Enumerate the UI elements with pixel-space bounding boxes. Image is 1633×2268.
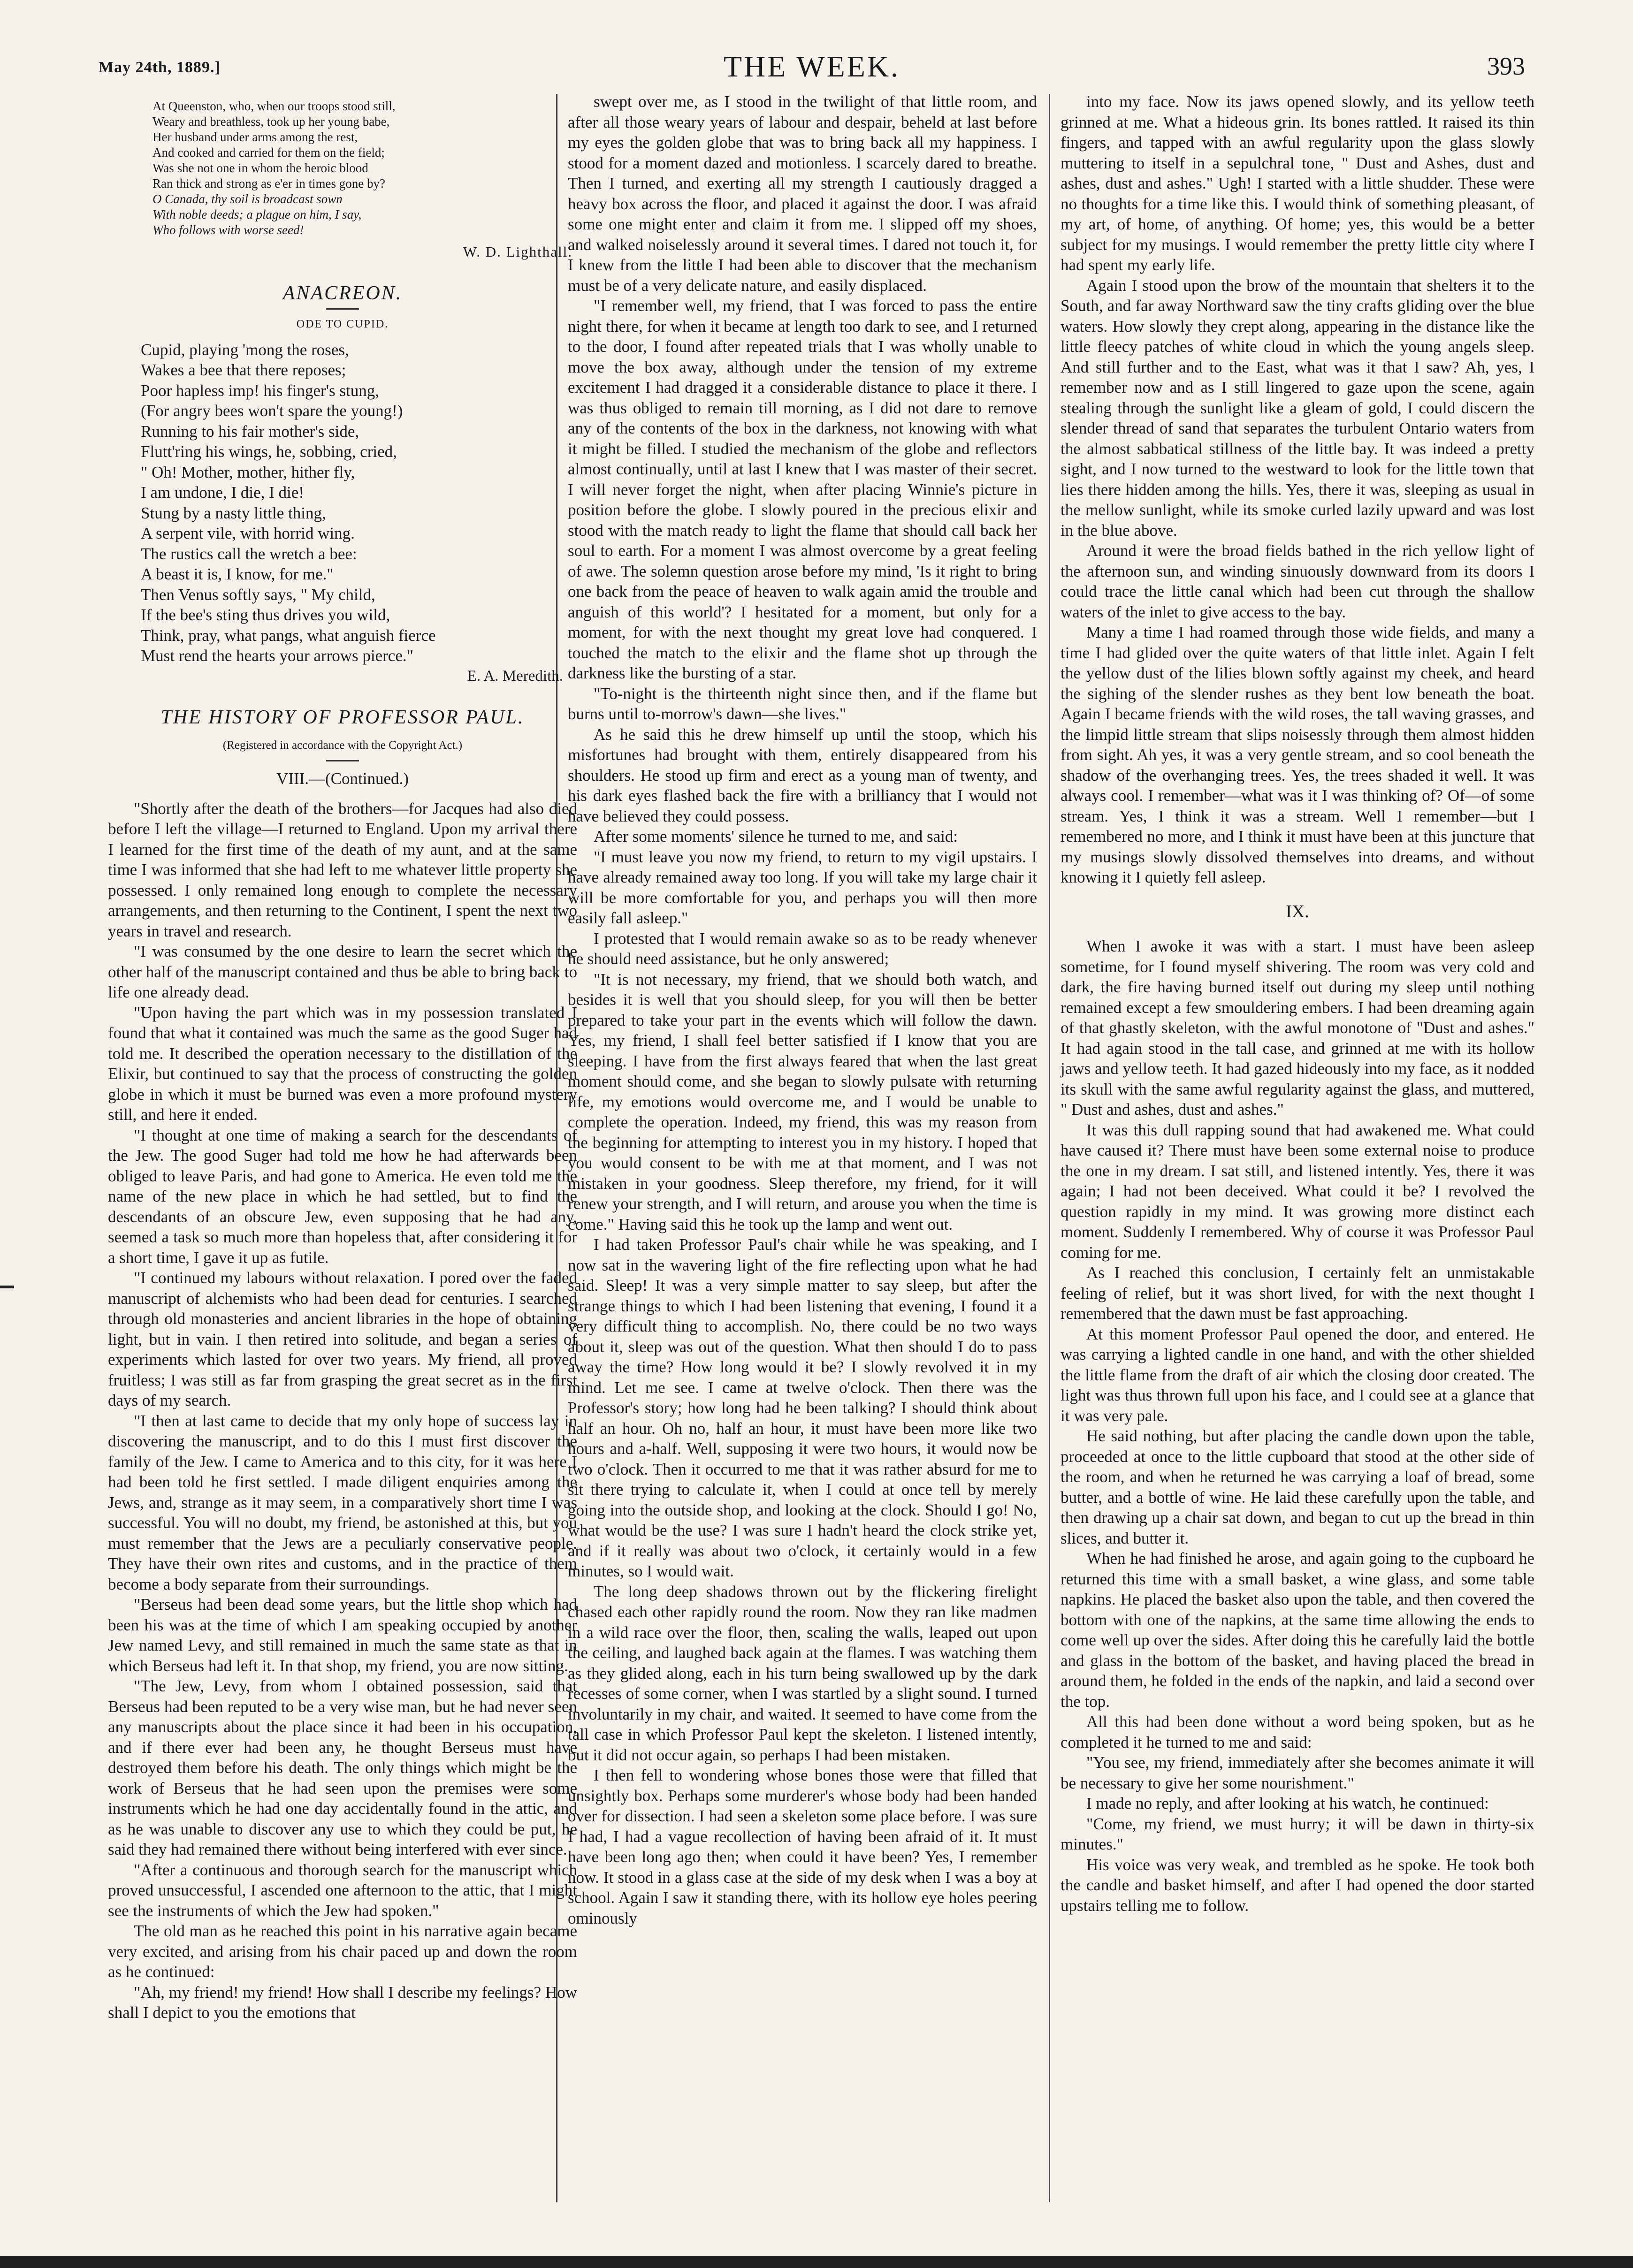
poem-line: Flutt'ring his wings, he, sobbing, cried, xyxy=(141,442,397,461)
poem-line: A serpent vile, with horrid wing. xyxy=(141,524,355,542)
poem-line: And cooked and carried for them on the field; xyxy=(153,145,385,160)
column-2 xyxy=(568,91,1037,1928)
story-text-col2 xyxy=(568,91,1037,1928)
poem-line: Cupid, playing 'mong the roses, xyxy=(141,340,349,359)
paragraph: It was this dull rapping sound that had awakened me. What could have caused it? There must have been some external noise to produce the one in my dream. I sat still, and listened intently. Yes, there it was again; I had not been deceived. What could it be? I revolved the question rapidly in my mind. It was growing more distinct each moment. Suddenly I remembered. Why of course it was Professor Paul coming for me. xyxy=(1061,1120,1534,1262)
paragraph: "You see, my friend, immediately after she becomes animate it will be necessary to give her some nourishment." xyxy=(1061,1753,1534,1792)
copyright-note: (Registered in accordance with the Copyright Act.) xyxy=(222,738,463,752)
story-text-col3-b xyxy=(1061,936,1534,1916)
paragraph: "I then at last came to decide that my only hope of success lay in discovering the manuscript, and to do this I must first discover the family of the Jew. I came to America and to this city, for it was here I had been told he first settled. I made diligent enquiries among the Jews, and, strange as it may seem, in a comparatively short time I was successful. You will no doubt, my friend, be astonished at this, but you must remember that the Jews are a peculiarly conservative people. They have their own rites and customs, and in the practice of them become a body separate from their surroundings. xyxy=(108,1411,577,1593)
poem-line: Her husband under arms among the rest, xyxy=(153,130,358,144)
poem-signature-meredith: E. A. Meredith. xyxy=(467,667,563,685)
poem-line: Then Venus softly says, " My child, xyxy=(141,585,375,604)
divider xyxy=(326,308,359,310)
page-header xyxy=(99,49,1525,91)
poem-line: O Canada, thy soil is broadcast sown xyxy=(153,192,343,206)
paragraph: When he had finished he arose, and again going to the cupboard he returned this time with a small basket, a wine glass, and some table napkins. He placed the basket also upon the table, and then covered the bottom with one of the napkins, at the same time allowing the ends to come well up over the sides. After doing this he carefully laid the bottle and glass in the bottom of the basket, and having placed the bread in around them, he folded in the ends of the napkin, and laid a second over the top. xyxy=(1061,1549,1534,1711)
paragraph: I had taken Professor Paul's chair while he was speaking, and I now sat in the wavering light of the fire reflecting upon what he had said. Sleep! It was a very simple matter to say sleep, but after the strange things to which I had been listening that evening, I found it a very difficult thing to accomplish. No, there could be no two ways about it, sleep was out of the question. What then should I do to pass away the time? How long would it be? I slowly revolved it in my mind. Let me see. I came at twelve o'clock. Then there was the Professor's story; how long had he been talking? I should think about half an hour. Oh no, half an hour, it must have been more like two hours and a-half. Well, supposing it were two hours, it would now be two o'clock. Then it occurred to me that it was rather absurd for me to sit there trying to calculate it, when I could at once tell by merely going into the outside shop, and looking at the clock. Should I go! No, what would be the use? I was sure I hadn't heard the clock strike yet, and if it really was about two o'clock, it certainly would in a few minutes, so I would wait. xyxy=(568,1235,1037,1580)
story-text-col1 xyxy=(108,799,577,2023)
paragraph: He said nothing, but after placing the candle down upon the table, proceeded at once to the little cupboard that stood at the other side of the room, and when he returned he was carrying a loaf of bread, some butter, and a bottle of wine. He laid these carefully upon the table, and then drawing up a chair sat down, and began to cut up the bread in thin slices, and butter it. xyxy=(1061,1427,1534,1547)
page-number: 393 xyxy=(1487,52,1525,80)
column-rule-2 xyxy=(1049,94,1050,2202)
issue-date: May 24th, 1889.] xyxy=(99,59,221,76)
poem-line: A beast it is, I know, for me." xyxy=(141,565,334,583)
paragraph: I then fell to wondering whose bones those were that filled that unsightly box. Perhaps some murderer's whose body had been handed over for dissection. I had seen a skeleton some place before. I was sure I had, I had a vague recollection of having been afraid of it. It must have been long ago then; when could it have been? Yes, I remember now. It stood in a glass case at the side of my desk when I was a boy at school. Again I saw it standing there, with its hollow eye holes peering ominously xyxy=(568,1766,1037,1927)
poem-ode-to-cupid xyxy=(108,340,577,666)
poem-line: Who follows with worse seed! xyxy=(153,223,304,237)
paragraph: "Upon having the part which was in my possession translated I found that what it contained was much the same as the good Suger had told me. It described the operation necessary to the distillation of the Elixir, but continued to say that the process of constructing the golden globe in which it must be burned was even a more profound mystery still, and here it ended. xyxy=(108,1003,577,1124)
section-heading: IX. xyxy=(1286,901,1309,921)
column-3 xyxy=(1061,91,1534,1916)
poem-subtitle: ODE TO CUPID. xyxy=(296,318,389,330)
poem-lighthall xyxy=(108,99,577,238)
paragraph: "The Jew, Levy, from whom I obtained possession, said that Berseus had been reputed to be a very wise man, but he had never seen any manuscripts about the place since it had been in his occupation, and if there ever had been any, he thought Berseus must have destroyed them before his death. The only things which might be the work of Berseus that he had seen upon the premises were some instruments which he had one day accidentally found in the attic, and as he was unable to discover any use to which they could be put, he said they had remained there without being interfered with ever since. xyxy=(108,1677,577,1858)
paragraph: The old man as he reached this point in his narrative again became very excited, and arising from his chair paced up and down the room as he continued: xyxy=(108,1922,577,1981)
poem-line: " Oh! Mother, mother, hither fly, xyxy=(141,463,355,481)
paragraph: When I awoke it was with a start. I must have been asleep sometime, for I found myself shivering. The room was very cold and dark, the fire having burned itself out during my sleep until nothing remained except a few smouldering embers. I had been dreaming again of that ghastly skeleton, with the awful monotone of "Dust and ashes." It had again stood in the tall case, and grinned at me with its hollow jaws and yellow teeth. It had gazed hideously into my face, as it nodded its skull with the same awful regularity against the glass, and muttered, " Dust and ashes, dust and ashes." xyxy=(1061,937,1534,1119)
paragraph: "After a continuous and thorough search for the manuscript which proved unsuccessful, I ascended one afternoon to the attic, that I might see the instruments of which the Jew had spoken." xyxy=(108,1860,577,1920)
paragraph: into my face. Now its jaws opened slowly, and its yellow teeth grinned at me. What a hideous grin. Its bones rattled. It raised its thin fingers, and tapped with an awful regularity upon the glass slowly muttering to itself in a sepulchral tone, " Dust and Ashes, dust and ashes, dust and ashes." Ugh! I started with a little shudder. These were no thoughts for a time like this. I would think of something pleasant, of my art, of home, of anything. Of home; yes, this would be a better subject for my musings. I would remember the pretty little city where I had spent my early life. xyxy=(1061,92,1534,274)
poem-line: Poor hapless imp! his finger's stung, xyxy=(141,381,379,400)
poem-line: If the bee's sting thus drives you wild, xyxy=(141,606,390,624)
paragraph: Again I stood upon the brow of the mountain that shelters it to the South, and far away Northward saw the tiny crafts gliding over the blue waters. How slowly they crept along, appearing in the distance like the little fleecy patches of white cloud in which the young angels sleep. And still further and to the East, what was it that I saw? Ah, yes, I remember now and as I still lingered to gaze upon the scene, again stealing through the sunlight like a gleam of gold, I could discern the slender thread of sand that separates the turbulent Ontario waters from the almost sabbatical stillness of the little bay. It was indeed a pretty sight, and I now turned to the westward to look for the little town that lies there hidden among the hills. Yes, there it was, sleeping as usual in the mellow sunlight, while its smoke curled lazily upward and was lost in the blue above. xyxy=(1061,276,1534,540)
paragraph: Around it were the broad fields bathed in the rich yellow light of the afternoon sun, and winding sinuously downward from its doors I could trace the little canal which had been cut through the shallow waters of the inlet to give access to the bay. xyxy=(1061,541,1534,621)
paragraph: "Ah, my friend! my friend! How shall I describe my feelings? How shall I depict to you the emotions that xyxy=(108,1983,577,2022)
paragraph: After some moments' silence he turned to me, and said: xyxy=(594,827,958,845)
paragraph: "I thought at one time of making a search for the descendants of the Jew. The good Suger had told me how he had afterwards been obliged to leave Paris, and had gone to America. He even told me the name of the new place in which he had settled, but to find the descendants of an obscure Jew, even supposing that he had any, seemed a task so much more than hopeless that, after considering it for a short time, I gave it up as futile. xyxy=(108,1126,577,1267)
poem-title-anacreon: ANACREON. xyxy=(282,282,403,304)
poem-line: Must rend the hearts your arrows pierce." xyxy=(141,647,413,665)
paragraph: The long deep shadows thrown out by the flickering firelight chased each other rapidly round the room. Now they ran like madmen in a wild race over the floor, then, scaling the walls, leaped out upon the ceiling, and laughed back again at the flames. I was watching them as they glided along, each in his turn being swallowed up by the dark recesses of some corner, when I was startled by a slight sound. I turned involuntarily in my chair, and waited. It seemed to have come from the tall case in which Professor Paul kept the skeleton. I listened intently, but it did not occur again, so perhaps I had been mistaken. xyxy=(568,1582,1037,1764)
masthead-title: THE WEEK. xyxy=(723,50,900,83)
paragraph: "Berseus had been dead some years, but the little shop which had been his was at the time of which I am speaking occupied by another Jew named Levy, and still remained in much the same state as that in which Berseus had left it. In that shop, my friend, you are now sitting. xyxy=(108,1595,577,1675)
story-title: THE HISTORY OF PROFESSOR PAUL. xyxy=(160,707,525,728)
paragraph: "It is not necessary, my friend, that we should both watch, and besides it is well that you should sleep, for you will then be better prepared to take your part in the events which will follow the dawn. Yes, my friend, I shall feel better satisfied if I know that you are sleeping. I have from the first always feared that when the last great moment should come, and she began to slowly pulsate with returning life, my emotions would overcome me, and I would be unable to complete the operation. Indeed, my friend, this was my reason from the beginning for attempting to interest you in my history. I hoped that you would consent to be with me at that moment, and I was not mistaken in your goodness. Sleep therefore, my friend, for it will renew your strength, and I will return, and arouse you when the time is come." Having said this he took up the lamp and went out. xyxy=(568,970,1037,1233)
poem-line: I am undone, I die, I die! xyxy=(141,483,304,502)
paragraph: As I reached this conclusion, I certainly felt an unmistakable feeling of relief, but it was short lived, for with the next thought I remembered that the dawn must be fast approaching. xyxy=(1061,1263,1534,1323)
paragraph: "To-night is the thirteenth night since then, and if the flame but burns until to-morrow's dawn—she lives." xyxy=(568,684,1037,723)
poem-signature-lighthall: W. D. Lighthall. xyxy=(463,244,572,260)
poem-line: Wakes a bee that there reposes; xyxy=(141,361,346,379)
margin-mark xyxy=(0,1286,14,1288)
paragraph: "I remember well, my friend, that I was forced to pass the entire night there, for when it became at length too dark to see, and I returned to the door, I found after repeated trials that I was wholly unable to move the box away, although under the tension of my extreme excitement I had dragged it a considerable distance to place it there. I was thus obliged to remain till morning, as I did not dare to remove any of the contents of the box in the darkness, not knowing with what it might be filled. I studied the mechanism of the globe and reflectors almost continually, until at last I knew that I was master of their secret. I will never forget the night, when after placing Winnie's picture in position before the globe. I slowly poured in the precious elixir and stood with the match ready to light the flame that should call back her soul to earth. For a moment I was almost overcome by a great feeling of awe. The solemn question arose before my mind, 'Is it right to bring one back from the peace of heaven to walk again amid the trouble and anguish of this world'? I hesitated for a moment, but only for a moment, for with the next thought my great love had conquered. I touched the match to the elixir and the flame shot up through the darkness like the bursting of a star. xyxy=(568,297,1037,682)
divider xyxy=(326,760,359,761)
paragraph: "Come, my friend, we must hurry; it will be dawn in thirty-six minutes." xyxy=(1061,1814,1534,1853)
poem-line: With noble deeds; a plague on him, I say, xyxy=(153,207,362,221)
paragraph: "Shortly after the death of the brothers—for Jacques had also died before I left the village—I returned to England. Upon my arrival there I learned for the first time of the death of my aunt, and at the same time I was informed that she had left to me whatever little property she possessed. I only remained long enough to complete the necessary arrangements, and then returning to the Continent, I spent the next two years in travel and research. xyxy=(108,799,577,940)
poem-line: Think, pray, what pangs, what anguish fierce xyxy=(141,626,436,645)
paragraph: At this moment Professor Paul opened the door, and entered. He was carrying a lighted candle in one hand, and with the other shielded the little flame from the draft of air which the closing door created. The light was thus thrown full upon his face, and I could see at a glance that it was very pale. xyxy=(1061,1324,1534,1425)
poem-line: Running to his fair mother's side, xyxy=(141,422,359,441)
paragraph: His voice was very weak, and trembled as he spoke. He took both the candle and basket himself, and after I had opened the door started upstairs telling me to follow. xyxy=(1061,1855,1534,1915)
paragraph: Many a time I had roamed through those wide fields, and many a time I had glided over the quite waters of that little inlet. Again I felt the yellow dust of the lilies blown softly against my cheek, and heard the sighing of the slender rushes as they bent low beneath the boat. Again I became friends with the wild roses, the tall waving grasses, and the limpid little stream that slips noisessly through them almost hidden from sight. Ah yes, it was a very gentle stream, and so cool beneath the shadow of the overhanging trees. Yes, the trees shaded it well. It was always cool. I remember—what was it I was thinking of? Of—of some stream. Yes, I think it was a stream. Well I remember—but I remembered no more, and I think it must have been at this juncture that my musings slowly dissolved themselves into dreams, and without knowing it I quietly fell asleep. xyxy=(1061,623,1534,886)
poem-line: At Queenston, who, when our troops stood still, xyxy=(153,99,396,113)
paragraph: As he said this he drew himself up until the stoop, which his misfortunes had brought with them, entirely disappeared from his shoulders. He stood up firm and erect as a young man of twenty, and his dark eyes flashed back the fire with a brilliancy that I would not have believed they could possess. xyxy=(568,725,1037,825)
paragraph: All this had been done without a word being spoken, but as he completed it he turned to me and said: xyxy=(1061,1712,1534,1751)
chapter-heading: VIII.—(Continued.) xyxy=(276,769,409,788)
paragraph: "I was consumed by the one desire to learn the secret which the other half of the manuscript contained and thus be able to bring back to life one already dead. xyxy=(108,942,577,1001)
poem-line: Ran thick and strong as e'er in times gone by? xyxy=(153,176,385,190)
poem-line: Weary and breathless, took up her young babe, xyxy=(153,114,390,129)
paragraph: "I continued my labours without relaxation. I pored over the faded manuscript of alchemists who had been dead for centuries. I searched through old monasteries and ancient libraries in the hope of obtaining light, but in vain. I then retired into solitude, and began a series of experiments which lasted for over two years. My friend, all proved fruitless; I was still as far from grasping the great secret as in the first days of my search. xyxy=(108,1269,577,1409)
page-bottom-border xyxy=(0,2256,1633,2268)
poem-line: (For angry bees won't spare the young!) xyxy=(141,402,403,420)
paragraph: swept over me, as I stood in the twilight of that little room, and after all those weary years of labour and despair, beheld at last before my eyes the golden globe that was to bring back all my happiness. I stood for a moment dazed and motionless. I scarcely dared to breathe. Then I turned, and exerting all my strength I cautiously dragged a heavy box across the floor, and placed it against the door. I was afraid some one might enter and claim it from me. I slipped off my shoes, and walked noiselessly around it several times. I dared not touch it, for I knew from the little I had been able to discover that the mechanism must be of a very delicate nature, and easily displaced. xyxy=(568,92,1037,295)
column-1 xyxy=(108,91,577,2023)
paragraph: "I must leave you now my friend, to return to my vigil upstairs. I have already remained away too long. If you will take my large chair it will be more comfortable for you, and perhaps you will then more easily fall asleep." xyxy=(568,847,1037,927)
poem-line: The rustics call the wretch a bee: xyxy=(141,544,357,563)
poem-line: Was she not one in whom the heroic blood xyxy=(153,161,368,175)
paragraph: I made no reply, and after looking at his watch, he continued: xyxy=(1086,1794,1489,1812)
story-text-col3-a xyxy=(1061,91,1534,888)
paragraph: I protested that I would remain awake so as to be ready whenever he should need assistance, but he only answered; xyxy=(568,929,1037,968)
poem-line: Stung by a nasty little thing, xyxy=(141,503,326,522)
